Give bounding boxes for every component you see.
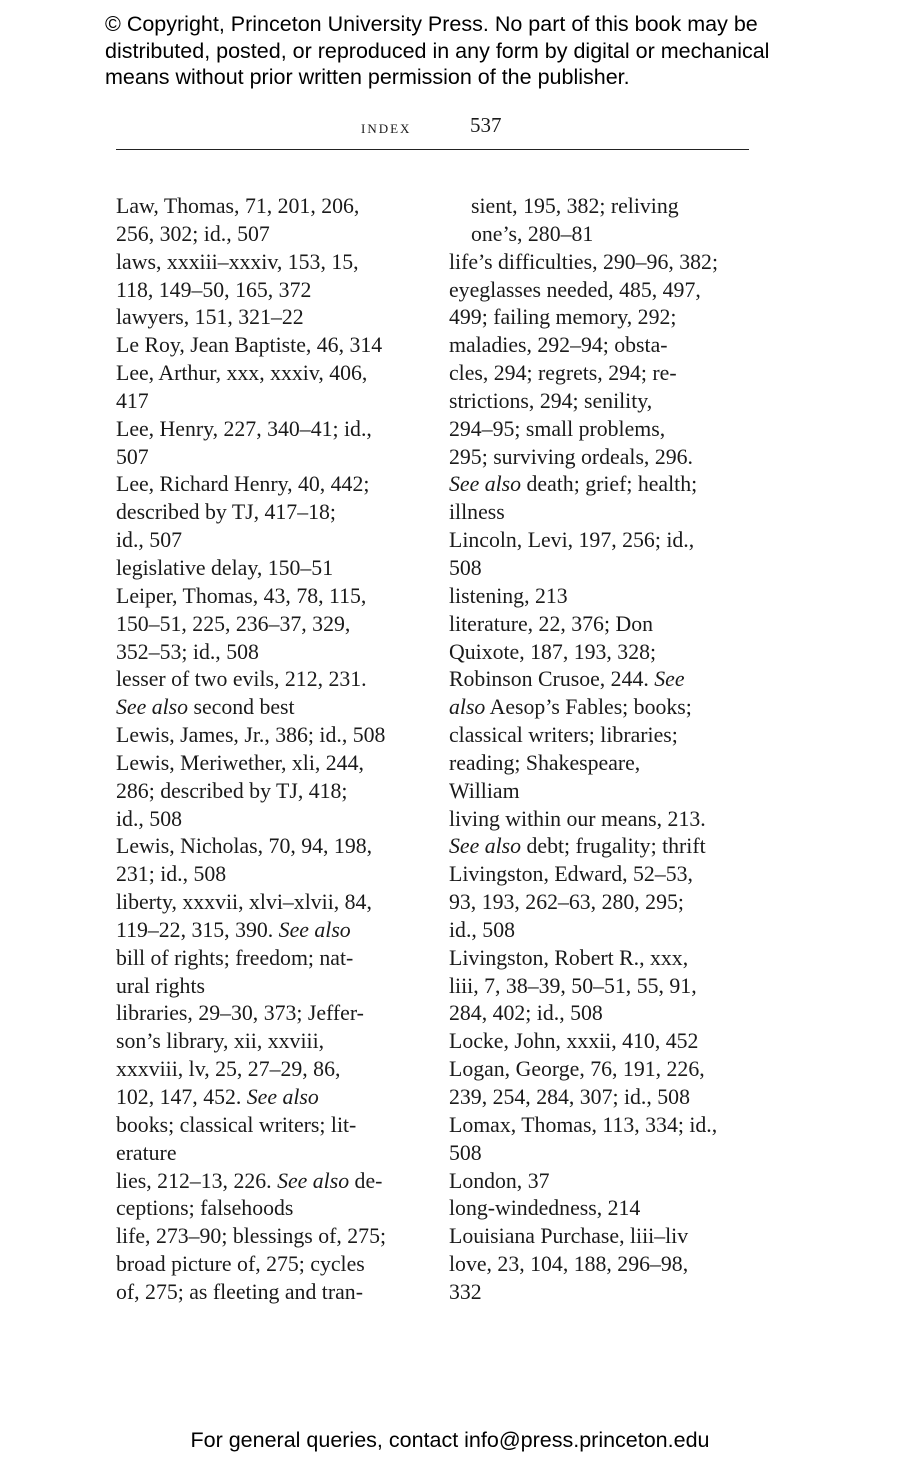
- index-entry: [116, 360, 436, 416]
- index-entry-line: lawyers, 151, 321–22: [116, 305, 304, 330]
- index-entry: [116, 1223, 436, 1307]
- index-entry-line: Le Roy, Jean Baptiste, 46, 314: [116, 333, 383, 358]
- index-entry-line: long-windedness, 214: [449, 1196, 641, 1221]
- index-entry-line: Law, Thomas, 71, 201, 206,: [116, 194, 360, 218]
- index-entry-line: 294–95; small problems,: [449, 416, 666, 441]
- index-entry-line: 352–53; id., 508: [116, 639, 259, 664]
- index-entry-line: lesser of two evils, 212, 231.: [116, 667, 367, 692]
- index-entry-line: See also second best: [116, 695, 295, 720]
- index-entry-line: id., 508: [449, 917, 515, 942]
- index-entry: [116, 750, 436, 834]
- index-entry-line: See also death; grief; health;: [449, 472, 698, 497]
- index-entry-line: Lincoln, Levi, 197, 256; id.,: [449, 528, 695, 553]
- index-entry-line: sient, 195, 382; reliving: [471, 194, 679, 218]
- index-entry-line: 508: [449, 555, 482, 580]
- index-entry-line: See also debt; frugality; thrift: [449, 834, 706, 859]
- index-entry-line: liii, 7, 38–39, 50–51, 55, 91,: [449, 973, 697, 998]
- index-entry-line: 102, 147, 452. See also: [116, 1085, 319, 1109]
- index-entry: [449, 945, 779, 1029]
- index-entry-line: Lee, Arthur, xxx, xxxiv, 406,: [116, 361, 368, 386]
- copyright-notice: [105, 11, 825, 91]
- index-entry-line: of, 275; as fleeting and tran-: [116, 1279, 363, 1304]
- page-number: 537: [470, 113, 502, 137]
- index-entry: [449, 1028, 779, 1056]
- index-entry-line: Robinson Crusoe, 244. See: [449, 667, 685, 692]
- index-entry-line: Lee, Henry, 227, 340–41; id.,: [116, 416, 372, 441]
- index-entry: [116, 471, 436, 555]
- index-entry-line: love, 23, 104, 188, 296–98,: [449, 1252, 689, 1277]
- index-column-left: [116, 193, 436, 1307]
- index-entry: [116, 416, 436, 472]
- index-entry-line: strictions, 294; senility,: [449, 388, 653, 413]
- index-entry-line: id., 507: [116, 528, 182, 553]
- index-entry-line: son’s library, xii, xxviii,: [116, 1029, 325, 1054]
- index-entry: [116, 555, 436, 583]
- index-column-right: [449, 193, 779, 1307]
- index-entry-line: 286; described by TJ, 418;: [116, 778, 348, 803]
- running-head-label: index: [361, 117, 412, 137]
- index-entry-line: legislative delay, 150–51: [116, 555, 334, 580]
- index-entry-line: maladies, 292–94; obsta-: [449, 333, 668, 358]
- index-entry: [449, 583, 779, 611]
- index-entry-line: 150–51, 225, 236–37, 329,: [116, 611, 351, 636]
- index-entry-line: cles, 294; regrets, 294; re-: [449, 361, 677, 386]
- index-entry-line: living within our means, 213.: [449, 806, 706, 831]
- index-entry-line: Lomax, Thomas, 113, 334; id.,: [449, 1112, 718, 1137]
- index-entry: [449, 806, 779, 862]
- index-entry-line: books; classical writers; lit-: [116, 1112, 357, 1137]
- index-entry: [116, 332, 436, 360]
- index-entry-line: Logan, George, 76, 191, 226,: [449, 1057, 705, 1082]
- index-entry: [116, 249, 436, 305]
- index-entry-line: also Aesop’s Fables; books;: [449, 695, 692, 720]
- index-entry-line: xxxviii, lv, 25, 27–29, 86,: [116, 1057, 341, 1082]
- index-entry-line: Locke, John, xxxii, 410, 452: [449, 1029, 699, 1054]
- index-entry: [116, 889, 436, 1000]
- index-entry: [449, 1251, 779, 1307]
- index-entry-line: 239, 254, 284, 307; id., 508: [449, 1085, 690, 1109]
- index-entry-line: bill of rights; freedom; nat-: [116, 945, 354, 970]
- index-entry-line: liberty, xxxvii, xlvi–xlvii, 84,: [116, 890, 372, 915]
- index-entry-line: Louisiana Purchase, liii–liv: [449, 1224, 689, 1249]
- copyright-line: means without prior written permission of the publisher.: [105, 65, 630, 89]
- index-entry: [116, 722, 436, 750]
- index-entry-line: broad picture of, 275; cycles: [116, 1252, 365, 1277]
- index-entry: [449, 861, 779, 945]
- index-entry: [449, 611, 779, 806]
- index-entry-line: 507: [116, 444, 149, 469]
- index-entry: [449, 1223, 779, 1251]
- index-entry-line: Leiper, Thomas, 43, 78, 115,: [116, 583, 367, 608]
- index-entry-line: 417: [116, 388, 149, 413]
- index-entry-line: Lewis, Nicholas, 70, 94, 198,: [116, 834, 373, 859]
- index-entry-line: Livingston, Edward, 52–53,: [449, 862, 693, 887]
- index-entry-line: London, 37: [449, 1168, 550, 1193]
- index-entry: [116, 666, 436, 722]
- index-entry-line: lies, 212–13, 226. See also de-: [116, 1168, 383, 1193]
- index-entry-line: 256, 302; id., 507: [116, 221, 270, 246]
- index-entry-line: ural rights: [116, 973, 205, 998]
- index-entry: [449, 527, 779, 583]
- index-entry: [116, 1000, 436, 1167]
- index-entry-line: illness: [449, 500, 505, 525]
- index-entry-line: 508: [449, 1140, 482, 1165]
- index-entry-line: literature, 22, 376; Don: [449, 611, 653, 636]
- index-entry-line: William: [449, 778, 520, 803]
- index-entry: [449, 1168, 779, 1196]
- index-entry: [449, 1112, 779, 1168]
- index-entry-line: reading; Shakespeare,: [449, 750, 641, 775]
- index-entry-line: life’s difficulties, 290–96, 382;: [449, 249, 719, 274]
- index-entry-line: Lewis, James, Jr., 386; id., 508: [116, 723, 386, 748]
- index-entry-line: 119–22, 315, 390. See also: [116, 917, 351, 942]
- index-entry-line: 118, 149–50, 165, 372: [116, 277, 312, 302]
- index-entry: [116, 1168, 436, 1224]
- index-entry-line: 499; failing memory, 292;: [449, 305, 677, 330]
- index-entry-line: 231; id., 508: [116, 862, 227, 887]
- index-entry: [116, 304, 436, 332]
- index-entry-line: Lewis, Meriwether, xli, 244,: [116, 750, 364, 775]
- index-entry-line: id., 508: [116, 806, 182, 831]
- index-entry-line: 284, 402; id., 508: [449, 1001, 603, 1026]
- index-entry-line: listening, 213: [449, 583, 568, 608]
- index-entry: [116, 833, 436, 889]
- running-head: [116, 111, 749, 150]
- index-entry-line: described by TJ, 417–18;: [116, 500, 336, 525]
- index-entry-line: 93, 193, 262–63, 280, 295;: [449, 890, 684, 915]
- copyright-line: distributed, posted, or reproduced in any form by digital or mechanical: [105, 38, 770, 63]
- index-entry-line: Quixote, 187, 193, 328;: [449, 639, 657, 664]
- index-entry: [449, 1195, 779, 1223]
- copyright-line: © Copyright, Princeton University Press. No part of this book may be: [105, 12, 758, 36]
- footer-contact: For general queries, contact info@press.princeton.edu: [190, 1428, 710, 1452]
- index-entry-line: Livingston, Robert R., xxx,: [449, 945, 689, 970]
- index-entry-line: erature: [116, 1140, 177, 1165]
- index-entry: [449, 249, 779, 527]
- index-entry-line: laws, xxxiii–xxxiv, 153, 15,: [116, 249, 359, 274]
- index-entry-line: life, 273–90; blessings of, 275;: [116, 1224, 387, 1249]
- index-entry: [116, 193, 436, 249]
- index-entry-line: one’s, 280–81: [471, 221, 594, 246]
- index-entry-line: ceptions; falsehoods: [116, 1196, 294, 1221]
- index-entry-line: classical writers; libraries;: [449, 723, 678, 748]
- index-entry-line: libraries, 29–30, 373; Jeffer-: [116, 1001, 364, 1026]
- index-entry-line: Lee, Richard Henry, 40, 442;: [116, 472, 370, 497]
- index-entry-line: 332: [449, 1279, 482, 1304]
- index-entry: [116, 583, 436, 667]
- index-entry: [449, 1056, 779, 1112]
- index-entry-line: 295; surviving ordeals, 296.: [449, 444, 693, 469]
- index-entry-continuation: [449, 193, 779, 249]
- index-entry-line: eyeglasses needed, 485, 497,: [449, 277, 701, 302]
